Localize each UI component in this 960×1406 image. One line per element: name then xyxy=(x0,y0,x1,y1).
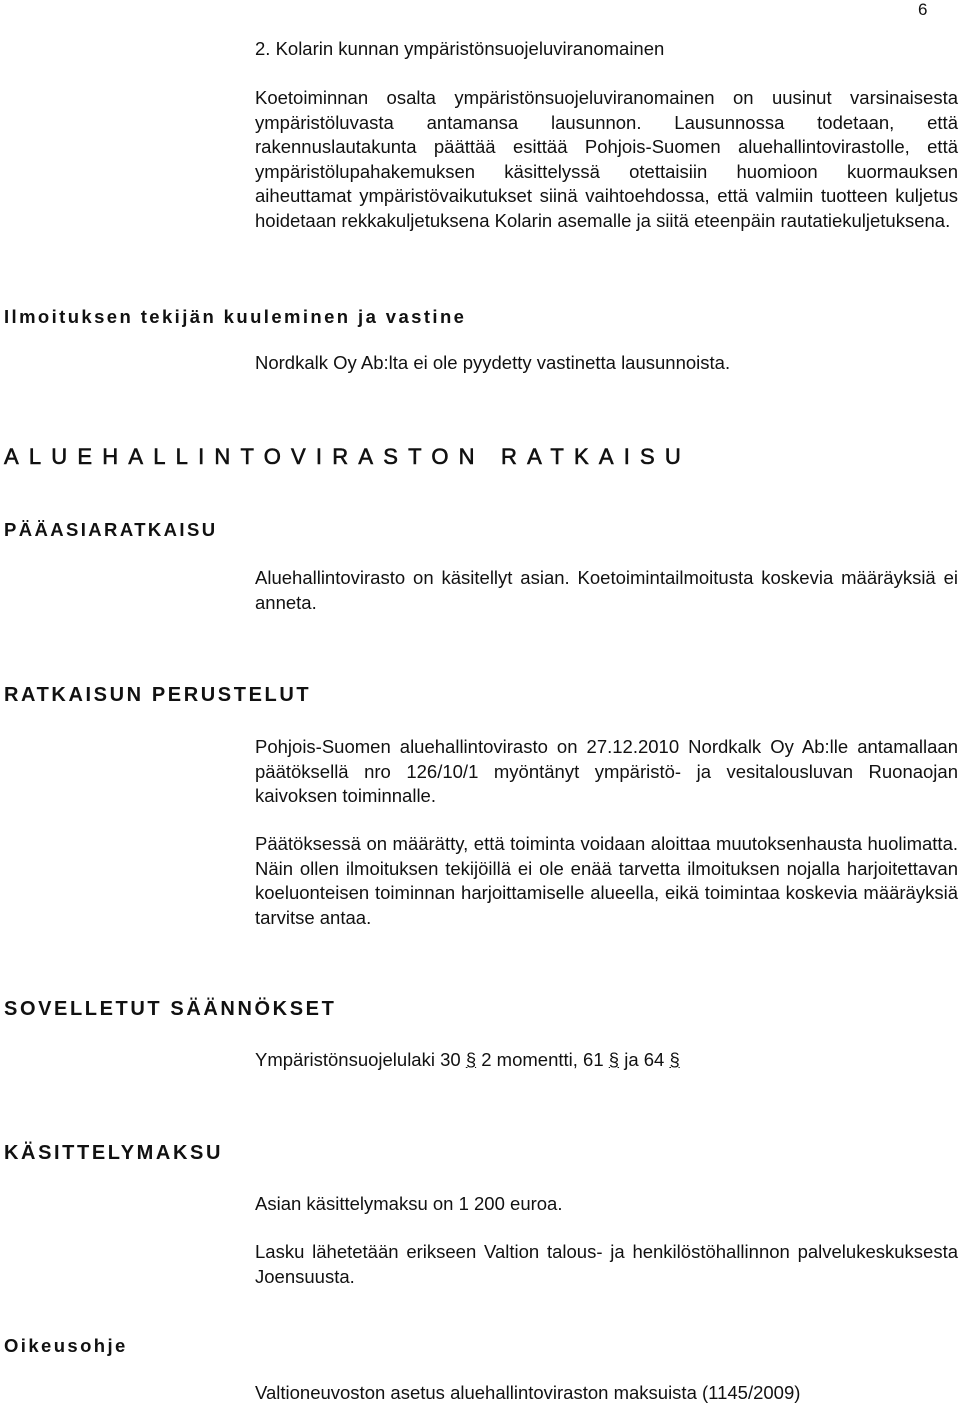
processing-fee-paragraph-2: Lasku lähetetään erikseen Valtion talous- ja henkilöstöhallinnon palvelukeskuksesta Joensuusta. xyxy=(255,1241,958,1287)
section-2-title: 2. Kolarin kunnan ympäristönsuojeluviranomainen xyxy=(255,38,665,59)
section-sign-1: § xyxy=(465,1049,477,1070)
main-decision-heading: PÄÄASIARATKAISU xyxy=(4,519,218,540)
processing-fee-paragraph-1: Asian käsittelymaksu on 1 200 euroa. xyxy=(255,1193,563,1214)
grounds-paragraph-1: Pohjois-Suomen aluehallintovirasto on 27.12.2010 Nordkalk Oy Ab:lle antamallaan päätöksellä nro 126/10/1 myöntänyt ympäristö- ja vesitalousluvan Ruonaojan kaivoksen toiminnalle. xyxy=(255,736,958,806)
provisions-text-start: Ympäristönsuojelulaki 30 xyxy=(255,1049,461,1070)
applied-provisions-body xyxy=(255,1048,958,1073)
grounds-paragraph-2: Päätöksessä on määrätty, että toiminta voidaan aloittaa muutoksenhausta huolimatta. Näin ollen ilmoituksen tekijöillä ei ole enää tarvetta ilmoituksen nojalla harjoitettavan koeluonteisen toiminnan harjoittamiselle alueella, eikä toimintaa koskevia määräyksiä tarvitse antaa. xyxy=(255,833,958,928)
hearing-body: Nordkalk Oy Ab:lta ei ole pyydetty vastinetta lausunnoista. xyxy=(255,352,731,373)
processing-fee-heading: KÄSITTELYMAKSU xyxy=(4,1142,224,1164)
section-sign-3: § xyxy=(669,1049,680,1070)
provisions-text-middle-2: ja 64 xyxy=(624,1049,665,1070)
section-2-body: Koetoiminnan osalta ympäristönsuojeluviranomainen on uusinut varsinaisesta ympäristöluvasta antamansa lausunnon. Lausunnossa todetaan, että rakennuslautakunta päättää esittää Pohjois-Suomen aluehallintovirastolle, että ympäristölupahakemuksen käsittelyssä otettaisiin huomioon kuormauksen aiheuttamat ympäristövaikutukset siinä vaihtoehdossa, että valmiin tuotteen kuljetus hoidetaan rekkakuljetuksena Kolarin asemalle ja siitä eteenpäin rautatiekuljetuksena. xyxy=(255,87,958,231)
hearing-heading: Ilmoituksen tekijän kuuleminen ja vastine xyxy=(4,306,467,327)
applied-provisions-heading: SOVELLETUT SÄÄNNÖKSET xyxy=(4,998,337,1020)
section-sign-2: § xyxy=(608,1049,620,1070)
legal-guidance-body: Valtioneuvoston asetus aluehallintoviraston maksuista (1145/2009) xyxy=(255,1382,801,1403)
main-decision-body: Aluehallintovirasto on käsitellyt asian. Koetoimintailmoitusta koskevia määräyksiä ei anneta. xyxy=(255,567,958,613)
provisions-text-middle-1: 2 momentti, 61 xyxy=(481,1049,604,1070)
legal-guidance-heading: Oikeusohje xyxy=(4,1335,128,1356)
grounds-heading: RATKAISUN PERUSTELUT xyxy=(4,684,312,706)
decision-heading: ALUEHALLINTOVIRASTON RATKAISU xyxy=(4,444,692,469)
page-number: 6 xyxy=(918,0,928,19)
